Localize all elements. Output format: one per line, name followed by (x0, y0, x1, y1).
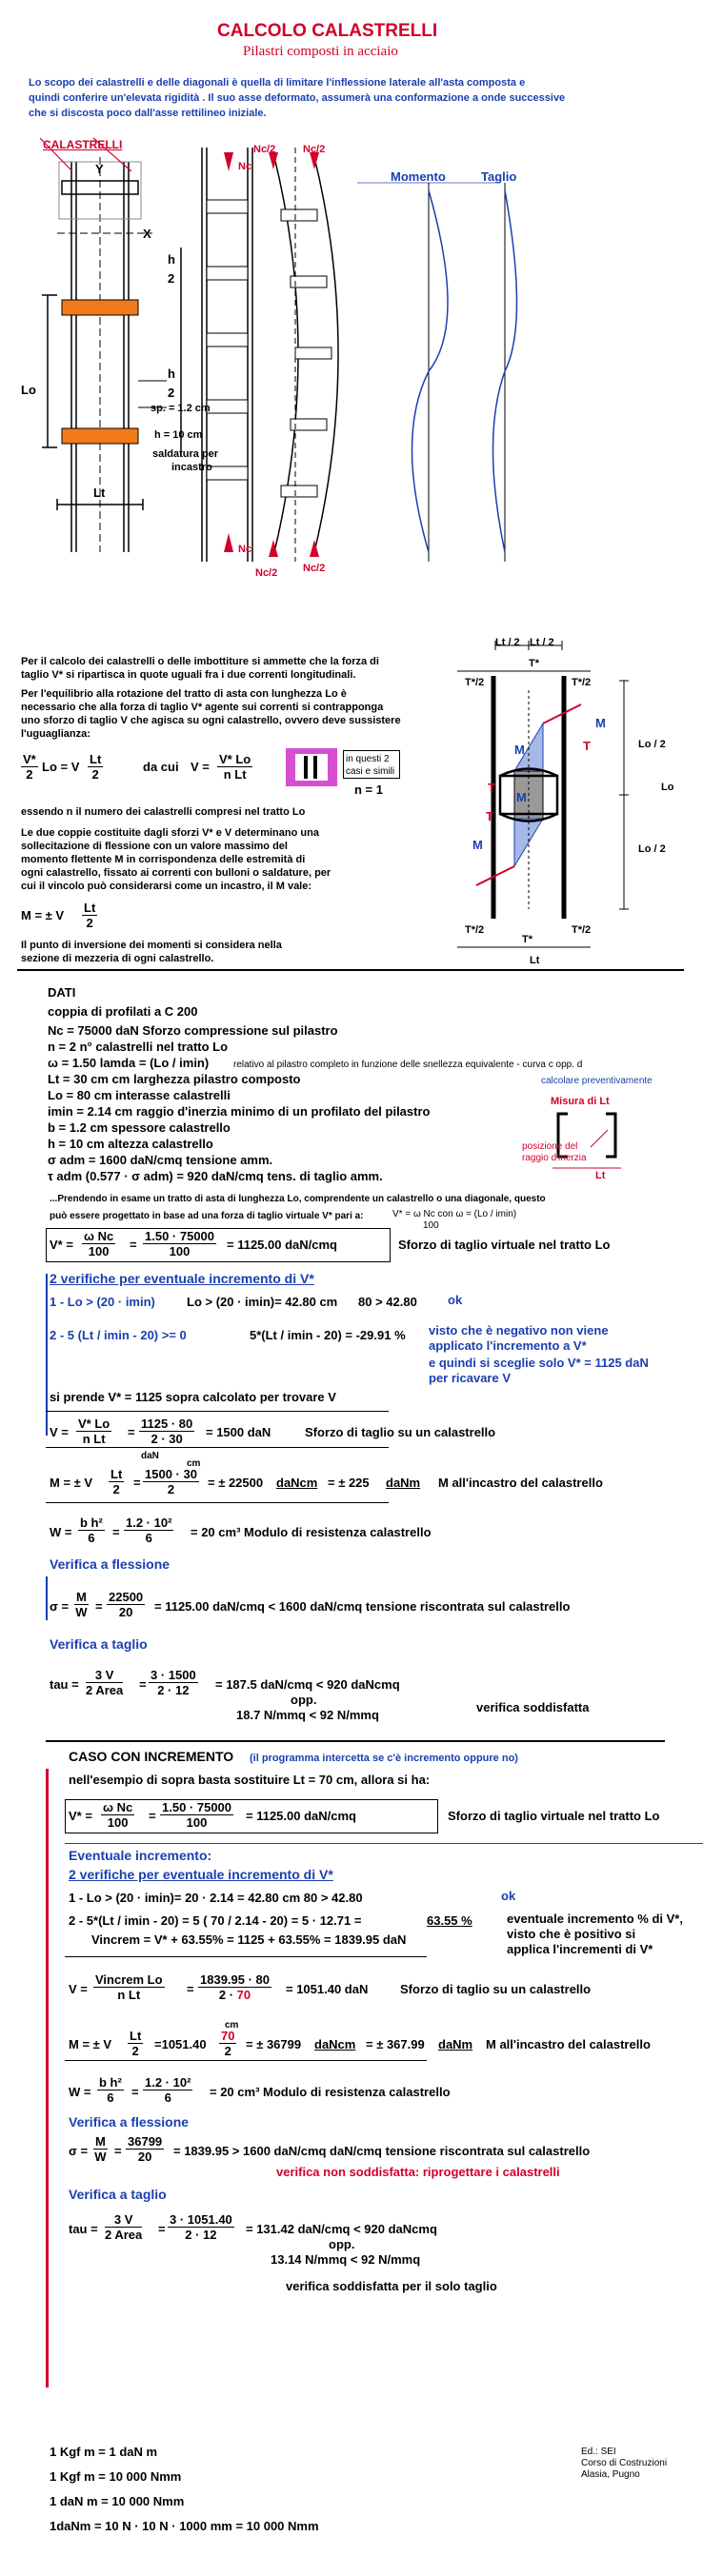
verif-2: 2 - 5 (Lt / imin - 20) >= 0 (50, 1328, 187, 1342)
sec2-p5: sezione di mezzeria di ogni calastrello. (21, 953, 214, 964)
box-note-line: in questi 2 (346, 754, 390, 764)
lo2-label: Lo / 2 (638, 843, 666, 855)
incastro-label: incastro (171, 462, 212, 473)
sec2-p2: l'uguaglianza: (21, 728, 90, 740)
v-note: Sforzo di taglio su un calastrello (400, 1982, 592, 1996)
ev-title: Eventuale incremento: (69, 1848, 212, 1863)
m-unit2: daNm (386, 1476, 421, 1490)
vstar-den: 100 (107, 1815, 129, 1830)
s-num2: 22500 (109, 1590, 144, 1604)
m-den: 2 (131, 2044, 139, 2058)
n-eq: n = 1 (354, 783, 383, 797)
nc-bottom-label: Nc (238, 544, 252, 555)
verif-2: 2 - 5*(Lt / imin - 20) = 5 ( 70 / 2.14 - 20) = 5 · 12.71 = (69, 1913, 362, 1928)
divider (65, 2060, 427, 2061)
eq1-den: 2 (26, 767, 33, 782)
nc2-label: Nc/2 (303, 144, 326, 155)
verif-2-note: applicato l'incremento a V* (429, 1338, 587, 1353)
t-label: T (583, 739, 591, 753)
sec2-p4: Le due coppie costituite dagli sforzi V* e V determinano una (21, 827, 319, 839)
w-res: = 20 cm³ Modulo di resistenza calastrello (210, 2085, 451, 2099)
eq: = (149, 1809, 156, 1823)
m-num2: 70 (221, 2029, 235, 2043)
sec2-p2: uno sforzo di taglio V che agisca su ogni calastrello, ovvero deve sussistere (21, 715, 401, 726)
dati-line: σ adm = 1600 daN/cmq tensione amm. (48, 1153, 273, 1167)
m-unit2: daNm (438, 2037, 473, 2051)
tau-opp: opp. (329, 2237, 355, 2251)
m-num2: 1500 · 30 (145, 1467, 197, 1481)
tstar-label: T* (529, 658, 539, 669)
tau-lhs: tau = (50, 1677, 79, 1692)
flex-title: Verifica a flessione (50, 1556, 171, 1572)
v-den2: 2 · 30 (151, 1432, 183, 1446)
dati-line: imin = 2.14 cm raggio d'inerzia minimo di un profilato del pilastro (48, 1104, 431, 1119)
v-num: Vincrem Lo (95, 1972, 163, 1987)
dati-line: h = 10 cm altezza calastrello (48, 1137, 213, 1151)
figure-momenti-calastrello (419, 633, 695, 961)
m-den2: 2 (224, 2044, 231, 2058)
w-res: = 20 cm³ Modulo di resistenza calastrello (191, 1525, 432, 1539)
divider (65, 1956, 427, 1957)
v-lhs: V = (69, 1982, 88, 1996)
m-unit-top: daN (141, 1451, 159, 1461)
m-res2: = ± 367.99 (366, 2037, 425, 2051)
dati-line: n = 2 n° calastrelli nel tratto Lo (48, 1040, 229, 1054)
m-unit-top: cm (187, 1458, 201, 1469)
verif-1c: 80 > 42.80 (358, 1295, 417, 1309)
m-frac-num: Lt (84, 901, 96, 915)
sec2-p1: taglio V* si ripartisca in quote uguali fra i due correnti longitudinali. (21, 669, 356, 681)
vstar-num2: 1.50 · 75000 (162, 1800, 232, 1814)
s-den2: 20 (118, 1605, 133, 1619)
m-unit-top: cm (225, 2020, 239, 2031)
divider (46, 1502, 389, 1503)
w-num: b h² (80, 1516, 103, 1530)
verif-1: 1 - Lo > (20 · imin) (50, 1295, 155, 1309)
lt-label: Lt (93, 485, 106, 500)
m-den: 2 (112, 1482, 120, 1496)
s-res: = 1839.95 > 1600 daN/cmq daN/cmq tensione riscontrata sul calastrello (173, 2144, 591, 2158)
lo-label: Lo (21, 383, 36, 397)
vstar-num: ω Nc (103, 1800, 133, 1814)
s-num: M (95, 2134, 106, 2149)
tau-opp: opp. (291, 1693, 317, 1707)
m-num: Lt (110, 1467, 123, 1481)
h-label: h (168, 252, 175, 267)
t2-label: T*/2 (572, 924, 592, 936)
eq: = (139, 1677, 147, 1692)
verif-2-note: eventuale incremento % di V*, (507, 1912, 683, 1926)
posizione-label: raggio d'inerzia (522, 1153, 587, 1163)
verif-title: 2 verifiche per eventuale incremento di V* (50, 1271, 314, 1286)
m-note: M all'incastro del calastrello (438, 1476, 603, 1490)
prend-text: ...Prendendo in esame un tratto di asta di lunghezza Lo, comprendente un calastrello o una diagonale, questo (50, 1194, 546, 1204)
eq: = (128, 1425, 135, 1439)
eq: = (158, 2222, 166, 2236)
m-mid: =1051.40 (154, 2037, 207, 2051)
eq: = (114, 2144, 122, 2158)
verif-title: 2 verifiche per eventuale incremento di V* (69, 1867, 333, 1882)
axis-y-label: Y (95, 162, 104, 176)
tau-lhs: tau = (69, 2222, 98, 2236)
v-res: = 1051.40 daN (286, 1982, 369, 1996)
divider (46, 1411, 389, 1412)
vstar-num2: 1.50 · 75000 (145, 1229, 215, 1243)
vstar-res: = 1125.00 daN/cmq (227, 1238, 337, 1252)
tau-num: 3 V (105, 2212, 142, 2228)
m-unit1: daNcm (276, 1476, 318, 1490)
verif-2-note: per ricavare V (429, 1371, 512, 1385)
sec2-p3: essendo n il numero dei calastrelli compresi nel tratto Lo (21, 806, 306, 818)
m-label: M (514, 743, 525, 757)
calastrello-section-icon (286, 748, 337, 786)
eq: = (187, 1982, 194, 1996)
conv-line: 1 daN m = 10 000 Nmm (50, 2494, 185, 2508)
eq: = (95, 1599, 103, 1614)
si-prende: si prende V* = 1125 sopra calcolato per trovare V (50, 1390, 336, 1404)
s-den: W (94, 2150, 107, 2164)
tau-den2: 2 · 12 (157, 1683, 190, 1697)
taglio-label: Taglio (481, 169, 517, 184)
w-den: 6 (107, 2091, 114, 2105)
m-note: M all'incastro del calastrello (486, 2037, 651, 2051)
w-den2: 6 (145, 1531, 152, 1545)
tau-title: Verifica a taglio (50, 1636, 148, 1652)
sec2-p4: momento flettente M in corrispondenza delle estremità di (21, 854, 306, 865)
eq: = (112, 1525, 120, 1539)
dati-line: τ adm (0.577 · σ adm) = 920 daN/cmq tens. di taglio amm. (48, 1169, 383, 1183)
tau-res: = 187.5 daN/cmq < 920 daNcmq (215, 1677, 400, 1692)
vstar-res: = 1125.00 daN/cmq (246, 1809, 356, 1823)
dati-line: Lo = 80 cm interasse calastrelli (48, 1088, 231, 1102)
m-label: M (516, 790, 527, 804)
m-unit1: daNcm (314, 2037, 356, 2051)
flex-title: Verifica a flessione (69, 2114, 190, 2130)
tau-den2: 2 · 12 (185, 2228, 217, 2242)
nc2-label: Nc/2 (253, 144, 276, 155)
s-num2: 36799 (128, 2134, 163, 2149)
tau-res2: 18.7 N/mmq < 92 N/mmq (236, 1708, 379, 1722)
axis-x-label: X (143, 227, 151, 241)
s-den2: 20 (137, 2150, 152, 2164)
sec2-p4: cui il vincolo può considerarsi come un incastro, il M vale: (21, 881, 312, 892)
box-note-line: casi e simili (346, 766, 395, 777)
caso-title: CASO CON INCREMENTO (69, 1749, 234, 1764)
caso-intro: nell'esempio di sopra basta sostituire Lt = 70 cm, allora si ha: (69, 1773, 431, 1787)
conv-line: 1 Kgf m = 10 000 Nmm (50, 2469, 182, 2484)
vstar-num: ω Nc (84, 1229, 114, 1243)
tau-num: 3 V (86, 1668, 123, 1683)
dati-line: Lt = 30 cm cm larghezza pilastro composto (48, 1072, 301, 1086)
sec2-p4: ogni calastrello, fissato ai correnti con bulloni o saldature, per (21, 867, 331, 879)
prend-den: 100 (423, 1220, 439, 1231)
verif-1-ok: ok (501, 1889, 516, 1903)
m-eq: M = ± V (21, 908, 65, 922)
tau-den: 2 Area (105, 2228, 143, 2242)
da-cui: da cui (143, 760, 179, 774)
s-fail: verifica non soddisfatta: riprogettare i calastrelli (276, 2165, 560, 2179)
v-lhs: V = (50, 1425, 69, 1439)
figure-pilastro (19, 133, 686, 571)
s-num: M (76, 1590, 87, 1604)
v-frac-num: V* Lo (219, 752, 251, 766)
vstar-den: 100 (88, 1244, 110, 1258)
omega-line: ω = 1.50 lamda = (Lo / imin) (48, 1056, 210, 1070)
t2-label: T*/2 (465, 677, 485, 688)
h-den-label: 2 (168, 386, 175, 400)
m-lhs: M = ± V (50, 1476, 93, 1490)
v-num2: 1125 · 80 (141, 1417, 193, 1431)
eq: = (131, 2085, 139, 2099)
divider (46, 1740, 665, 1742)
v-den2b: 70 (236, 1988, 251, 2002)
m-res: = ± 36799 (246, 2037, 302, 2051)
v-num: V* Lo (78, 1417, 110, 1431)
h-den-label: 2 (168, 271, 175, 286)
page-title: CALCOLO CALASTRELLI (217, 21, 438, 41)
lo-label: Lo (661, 782, 674, 793)
lt-label: Lt (595, 1170, 606, 1181)
eq: = (130, 1238, 137, 1252)
tau-title: Verifica a taglio (69, 2187, 167, 2202)
s-den: W (75, 1605, 88, 1619)
verif-1-ok: ok (448, 1293, 463, 1307)
verif-1: 1 - Lo > (20 · imin)= 20 · 2.14 = 42.80 cm 80 > 42.80 (69, 1891, 363, 1905)
m-res: = ± 22500 (208, 1476, 264, 1490)
caso-bar (46, 1769, 49, 2388)
dati-line: b = 1.2 cm spessore calastrello (48, 1120, 231, 1135)
verif-2b: 5*(Lt / imin - 20) = -29.91 % (250, 1328, 406, 1342)
vstar-lhs: V* = (69, 1809, 92, 1823)
verif-2-res: 63.55 % (427, 1913, 472, 1928)
vstar-lhs: V* = (50, 1238, 73, 1252)
divider (46, 1447, 389, 1448)
spessore-label: sp. = 1.2 cm (151, 403, 211, 414)
eq1-num: V* (23, 752, 36, 766)
verif-1b: Lo > (20 · imin)= 42.80 cm (187, 1295, 338, 1309)
lo2-label: Lo / 2 (638, 739, 666, 750)
tau-den: 2 Area (86, 1683, 124, 1697)
sec2-p2: necessario che alla forza di taglio V* agente sui correnti si contrapponga (21, 702, 384, 713)
ed-line: Corso di Costruzioni (581, 2458, 668, 2468)
verif-2-note: applica l'incrementi di V* (507, 1942, 653, 1956)
verif-2-note: visto che è positivo si (507, 1927, 636, 1941)
intro-line: quindi conferire un'elevata rigidità . Il suo asse deformato, assumerà una conformazione a onde successive (29, 92, 566, 104)
tau-ok: verifica soddisfatta (476, 1700, 590, 1714)
t-label: T (488, 781, 495, 795)
v-eq: V = (191, 760, 210, 774)
vinc: Vincrem = V* + 63.55% = 1125 + 63.55% = 1839.95 daN (91, 1932, 407, 1947)
calc-prev: calcolare preventivamente (541, 1076, 653, 1086)
altezza-label: h = 10 cm (154, 429, 203, 441)
s-res: = 1125.00 daN/cmq < 1600 daN/cmq tensione riscontrata sul calastrello (154, 1599, 571, 1614)
page-subtitle: Pilastri composti in acciaio (243, 44, 398, 59)
tau-num2: 3 · 1051.40 (170, 2212, 232, 2227)
m-frac-den: 2 (86, 916, 93, 930)
lt-label: Lt (530, 955, 540, 966)
t2-label: T*/2 (465, 924, 485, 936)
sec2-p1: Per il calcolo dei calastrelli o delle imbottiture si ammette che la forza di (21, 656, 379, 667)
vstar-den2: 100 (169, 1244, 191, 1258)
verif-2-note: e quindi si sceglie solo V* = 1125 daN (429, 1356, 649, 1370)
v-den2a: 2 · (218, 1988, 237, 2002)
misura-lt-label: Misura di Lt (551, 1096, 610, 1107)
eq1-mid: Lo = V (42, 760, 80, 774)
dati-line: coppia di profilati a C 200 (48, 1004, 198, 1019)
ed-line: Ed.: SEI (581, 2447, 616, 2457)
vstar-note: Sforzo di taglio virtuale nel tratto Lo (398, 1238, 611, 1252)
dati-line: Nc = 75000 daN Sforzo compressione sul pilastro (48, 1023, 338, 1038)
calastrelli-label: CALASTRELLI (43, 138, 123, 151)
divider (65, 1843, 703, 1844)
h-label: h (168, 367, 175, 381)
m-label: M (595, 716, 606, 730)
momento-label: Momento (391, 169, 446, 184)
conv-line: 1daNm = 10 N · 10 N · 1000 mm = 10 000 Nmm (50, 2519, 319, 2533)
w-den2: 6 (164, 2091, 171, 2105)
sec2-p2: Per l'equilibrio alla rotazione del tratto di asta con lunghezza Lo è (21, 688, 347, 700)
vstar-note: Sforzo di taglio virtuale nel tratto Lo (448, 1809, 660, 1823)
nc-top-label: Nc (238, 161, 252, 172)
intro-line: che si discosta poco dall'asse rettilineo iniziale. (29, 108, 267, 119)
w-lhs: W = (69, 2085, 91, 2099)
prend-text: può essere progettato in base ad una forza di taglio virtuale V* pari a: (50, 1211, 364, 1221)
w-den: 6 (88, 1531, 95, 1545)
ed-line: Alasia, Pugno (581, 2469, 640, 2480)
eq1-frac-num: Lt (90, 752, 102, 766)
dati-title: DATI (48, 985, 76, 1000)
w-lhs: W = (50, 1525, 72, 1539)
m-label: M (472, 838, 483, 852)
m-den2: 2 (167, 1482, 175, 1496)
v-num2: 1839.95 · 80 (200, 1972, 271, 1987)
t-label: T (486, 809, 493, 823)
s-lhs: σ = (50, 1599, 70, 1614)
v-res: = 1500 daN (206, 1425, 271, 1439)
prend-eq: V* = ω Nc con ω = (Lo / imin) (392, 1209, 517, 1219)
posizione-label: posizione del (522, 1141, 578, 1152)
omega-note: relativo al pilastro completo in funzione delle snellezza equivalente - curva c opp. d (233, 1060, 583, 1070)
w-num2: 1.2 · 10² (126, 1516, 172, 1530)
w-num: b h² (99, 2075, 122, 2090)
caso-note: (il programma intercetta se c'è incremento oppure no) (250, 1753, 518, 1764)
m-res2: = ± 225 (328, 1476, 370, 1490)
v-note: Sforzo di taglio su un calastrello (305, 1425, 496, 1439)
sec2-p4: sollecitazione di flessione con un valore massimo del (21, 841, 288, 852)
intro-line: Lo scopo dei calastrelli e delle diagonali è quella di limitare l'inflessione laterale all'asta composta e (29, 77, 526, 89)
tau-res: = 131.42 daN/cmq < 920 daNcmq (246, 2222, 437, 2236)
s-lhs: σ = (69, 2144, 89, 2158)
vstar-den2: 100 (186, 1815, 208, 1830)
divider (17, 969, 684, 971)
lt2-label: Lt / 2 (495, 637, 520, 648)
tau-num2: 3 · 1500 (151, 1668, 196, 1682)
v-den: n Lt (117, 1988, 141, 2002)
tau-res2: 13.14 N/mmq < 92 N/mmq (271, 2252, 421, 2267)
saldatura-label: saldatura per (152, 448, 219, 460)
flex-bar (46, 1576, 48, 1620)
v-frac-den: n Lt (223, 767, 247, 782)
m-num: Lt (130, 2029, 142, 2043)
nc2-label: Nc/2 (255, 567, 278, 579)
sec2-p5: Il punto di inversione dei momenti si considera nella (21, 940, 282, 951)
t2-label: T*/2 (572, 677, 592, 688)
nc2-label: Nc/2 (303, 563, 326, 574)
m-lhs: M = ± V (69, 2037, 112, 2051)
v-den: n Lt (82, 1432, 106, 1446)
tstar-label: T* (522, 934, 532, 945)
tau-ok: verifica soddisfatta per il solo taglio (286, 2279, 497, 2293)
lt2-label: Lt / 2 (530, 637, 554, 648)
verif-2-note: visto che è negativo non viene (429, 1323, 609, 1338)
eq1-frac-den: 2 (91, 767, 99, 782)
conv-line: 1 Kgf m = 1 daN m (50, 2445, 158, 2459)
eq: = (133, 1476, 141, 1490)
w-num2: 1.2 · 10² (145, 2075, 191, 2090)
